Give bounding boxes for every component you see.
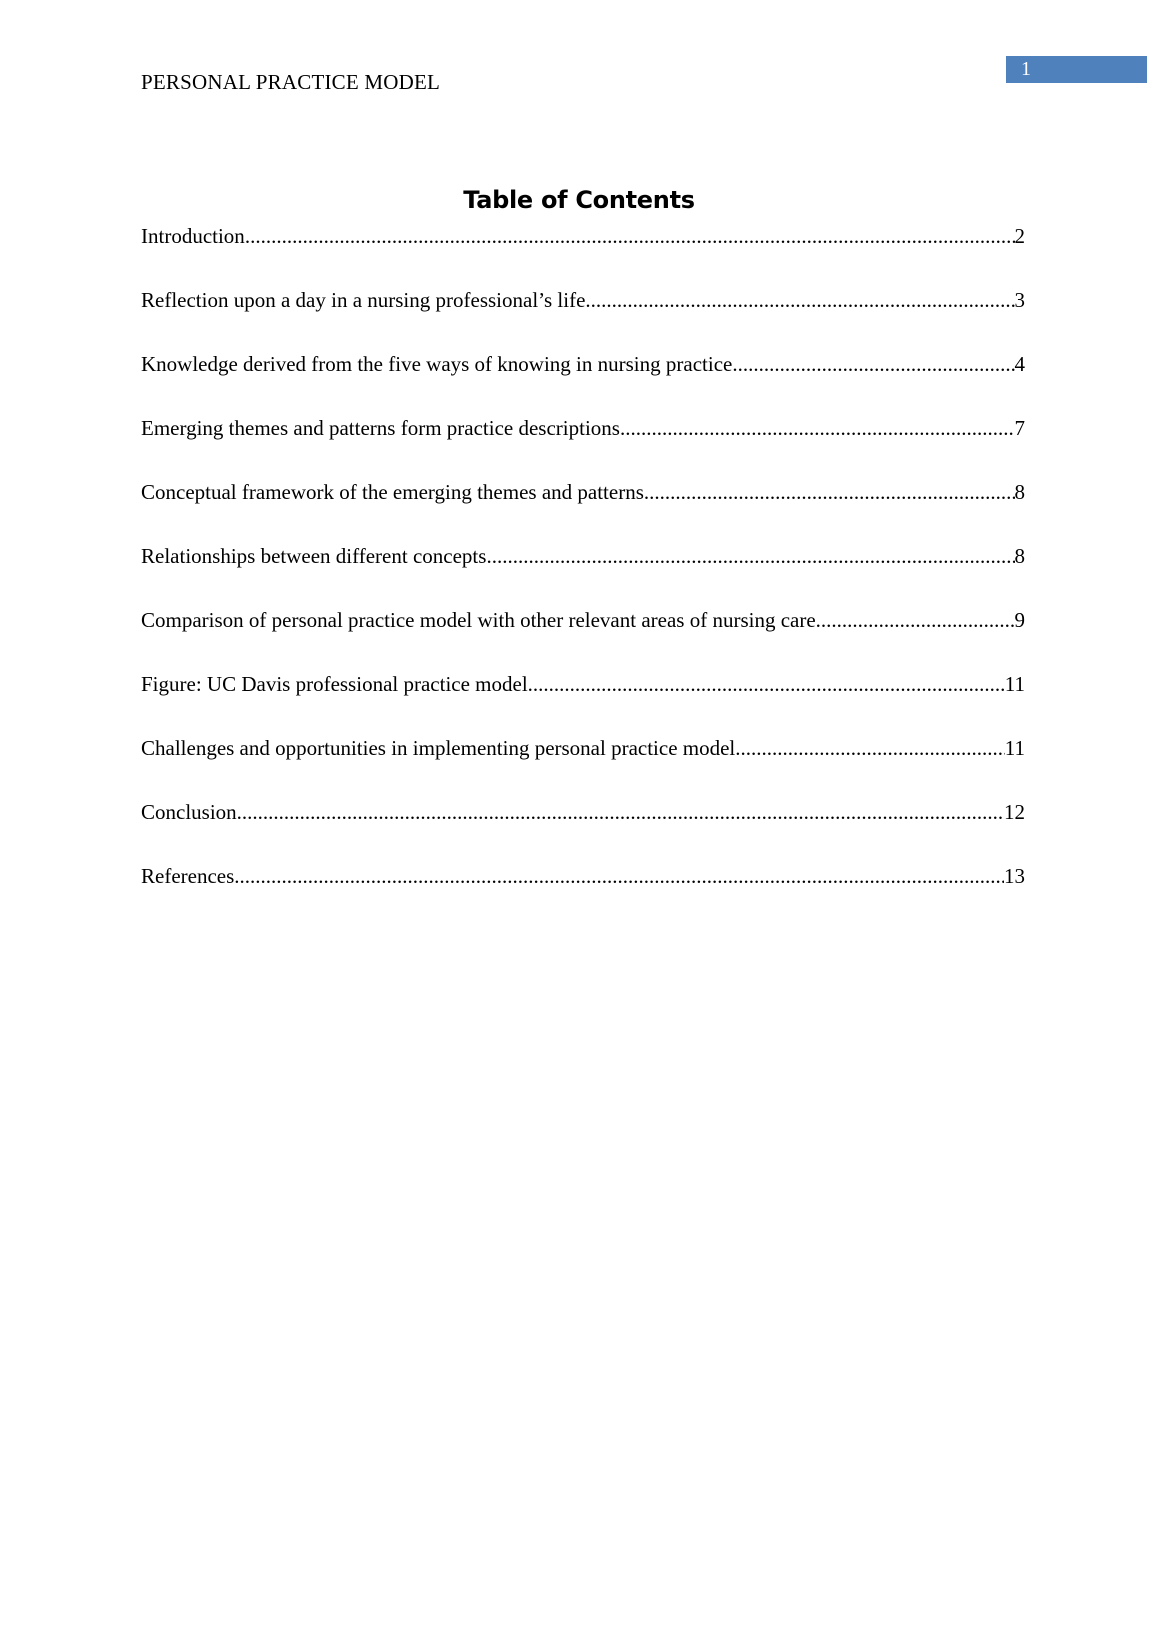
toc-entry-page: 2 — [1014, 224, 1025, 248]
toc-entry-page: 7 — [1014, 416, 1025, 440]
toc-entry-text: Figure: UC Davis professional practice model — [141, 672, 528, 696]
toc-entry-figure-uc-davis[interactable] — [141, 672, 1025, 697]
toc-dot-leader — [237, 800, 1004, 825]
toc-dot-leader — [735, 736, 1005, 761]
toc-title: Table of Contents — [463, 186, 695, 214]
toc-entry-challenges[interactable] — [141, 736, 1025, 761]
toc-entry-introduction[interactable] — [141, 224, 1025, 249]
toc-entry-relationships[interactable] — [141, 544, 1025, 569]
toc-entry-text: Comparison of personal practice model with other relevant areas of nursing care — [141, 608, 816, 632]
toc-entry-text: Conclusion — [141, 800, 237, 824]
page-number-badge: 1 — [1006, 56, 1147, 83]
toc-entry-knowledge[interactable] — [141, 352, 1025, 377]
running-head: PERSONAL PRACTICE MODEL — [141, 70, 441, 94]
toc-entry-page: 9 — [1014, 608, 1025, 632]
toc-entry-text: Reflection upon a day in a nursing professional’s life — [141, 288, 586, 312]
toc-entry-page: 12 — [1004, 800, 1025, 824]
toc-entry-text: Knowledge derived from the five ways of knowing in nursing practice — [141, 352, 733, 376]
toc-entry-page: 3 — [1014, 288, 1025, 312]
toc-dot-leader — [620, 416, 1015, 441]
toc-entry-conclusion[interactable] — [141, 800, 1025, 825]
toc-dot-leader — [816, 608, 1015, 633]
toc-entry-text: Introduction — [141, 224, 245, 248]
toc-entry-emerging-themes[interactable] — [141, 416, 1025, 441]
table-of-contents — [141, 224, 1025, 928]
toc-entry-references[interactable] — [141, 864, 1025, 889]
toc-entry-page: 11 — [1004, 736, 1025, 760]
toc-dot-leader — [528, 672, 1005, 697]
toc-entry-page: 11 — [1004, 672, 1025, 696]
toc-entry-page: 8 — [1014, 480, 1025, 504]
toc-dot-leader — [585, 288, 1014, 313]
toc-entry-conceptual-framework[interactable] — [141, 480, 1025, 505]
toc-entry-reflection[interactable] — [141, 288, 1025, 313]
toc-entry-text: References — [141, 864, 235, 888]
toc-entry-page: 8 — [1014, 544, 1025, 568]
toc-dot-leader — [732, 352, 1014, 377]
toc-dot-leader — [245, 224, 1015, 249]
toc-entry-page: 13 — [1004, 864, 1025, 888]
toc-dot-leader — [234, 864, 1004, 889]
toc-dot-leader — [644, 480, 1015, 505]
toc-entry-text: Conceptual framework of the emerging themes and patterns — [141, 480, 644, 504]
toc-entry-text: Challenges and opportunities in implementing personal practice model — [141, 736, 736, 760]
toc-entry-comparison[interactable] — [141, 608, 1025, 633]
toc-dot-leader — [486, 544, 1014, 569]
toc-entry-page: 4 — [1014, 352, 1025, 376]
toc-entry-text: Emerging themes and patterns form practice descriptions — [141, 416, 620, 440]
toc-entry-text: Relationships between different concepts — [141, 544, 487, 568]
